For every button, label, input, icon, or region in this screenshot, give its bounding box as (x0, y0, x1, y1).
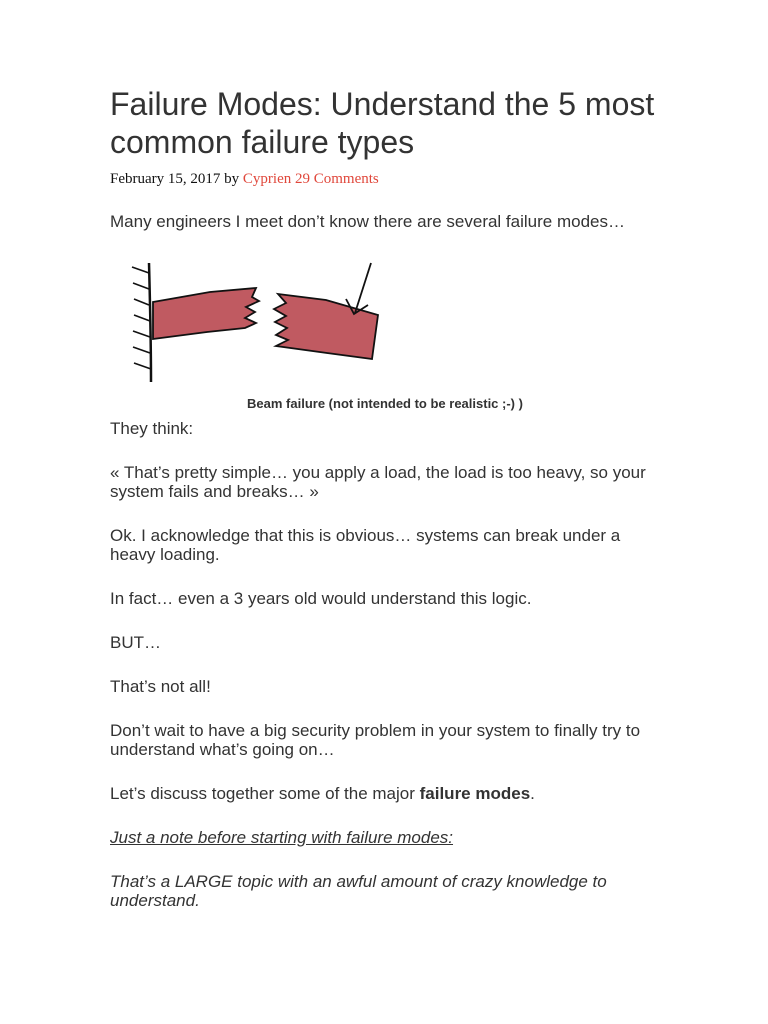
note-heading: Just a note before starting with failure modes: (110, 828, 454, 847)
intro-paragraph: Many engineers I meet don’t know there are several failure modes… (110, 212, 625, 231)
note-paragraph: That’s a LARGE topic with an awful amount of crazy knowledge to understand. (110, 872, 607, 910)
paragraph: BUT… (110, 633, 161, 652)
paragraph: « That’s pretty simple… you apply a load, the load is too heavy, so your system fails and breaks… » (110, 463, 646, 501)
paragraph (110, 784, 660, 803)
paragraph: They think: (110, 419, 194, 438)
paragraph: That’s not all! (110, 677, 211, 696)
article (110, 85, 660, 910)
paragraph: In fact… even a 3 years old would understand this logic. (110, 589, 532, 608)
paragraph-punctuation: . (530, 784, 535, 803)
bold-term: failure modes (419, 784, 531, 803)
page-title: Failure Modes: Understand the 5 most common failure types (110, 86, 655, 160)
author-link[interactable]: Cyprien (242, 171, 292, 187)
beam-failure-illustration (128, 261, 388, 386)
comments-link[interactable]: 29 Comments (294, 171, 379, 187)
post-meta (110, 171, 660, 188)
paragraph-text: Let’s discuss together some of the major (110, 784, 420, 803)
by-label: by (224, 171, 240, 187)
beam-figure (110, 261, 660, 411)
figure-caption: Beam failure (not intended to be realistic ;-) ) (247, 396, 523, 411)
post-date: February 15, 2017 (110, 171, 221, 187)
paragraph: Ok. I acknowledge that this is obvious… systems can break under a heavy loading. (110, 526, 621, 564)
paragraph: Don’t wait to have a big security problem in your system to finally try to understand what’s going on… (110, 721, 641, 759)
